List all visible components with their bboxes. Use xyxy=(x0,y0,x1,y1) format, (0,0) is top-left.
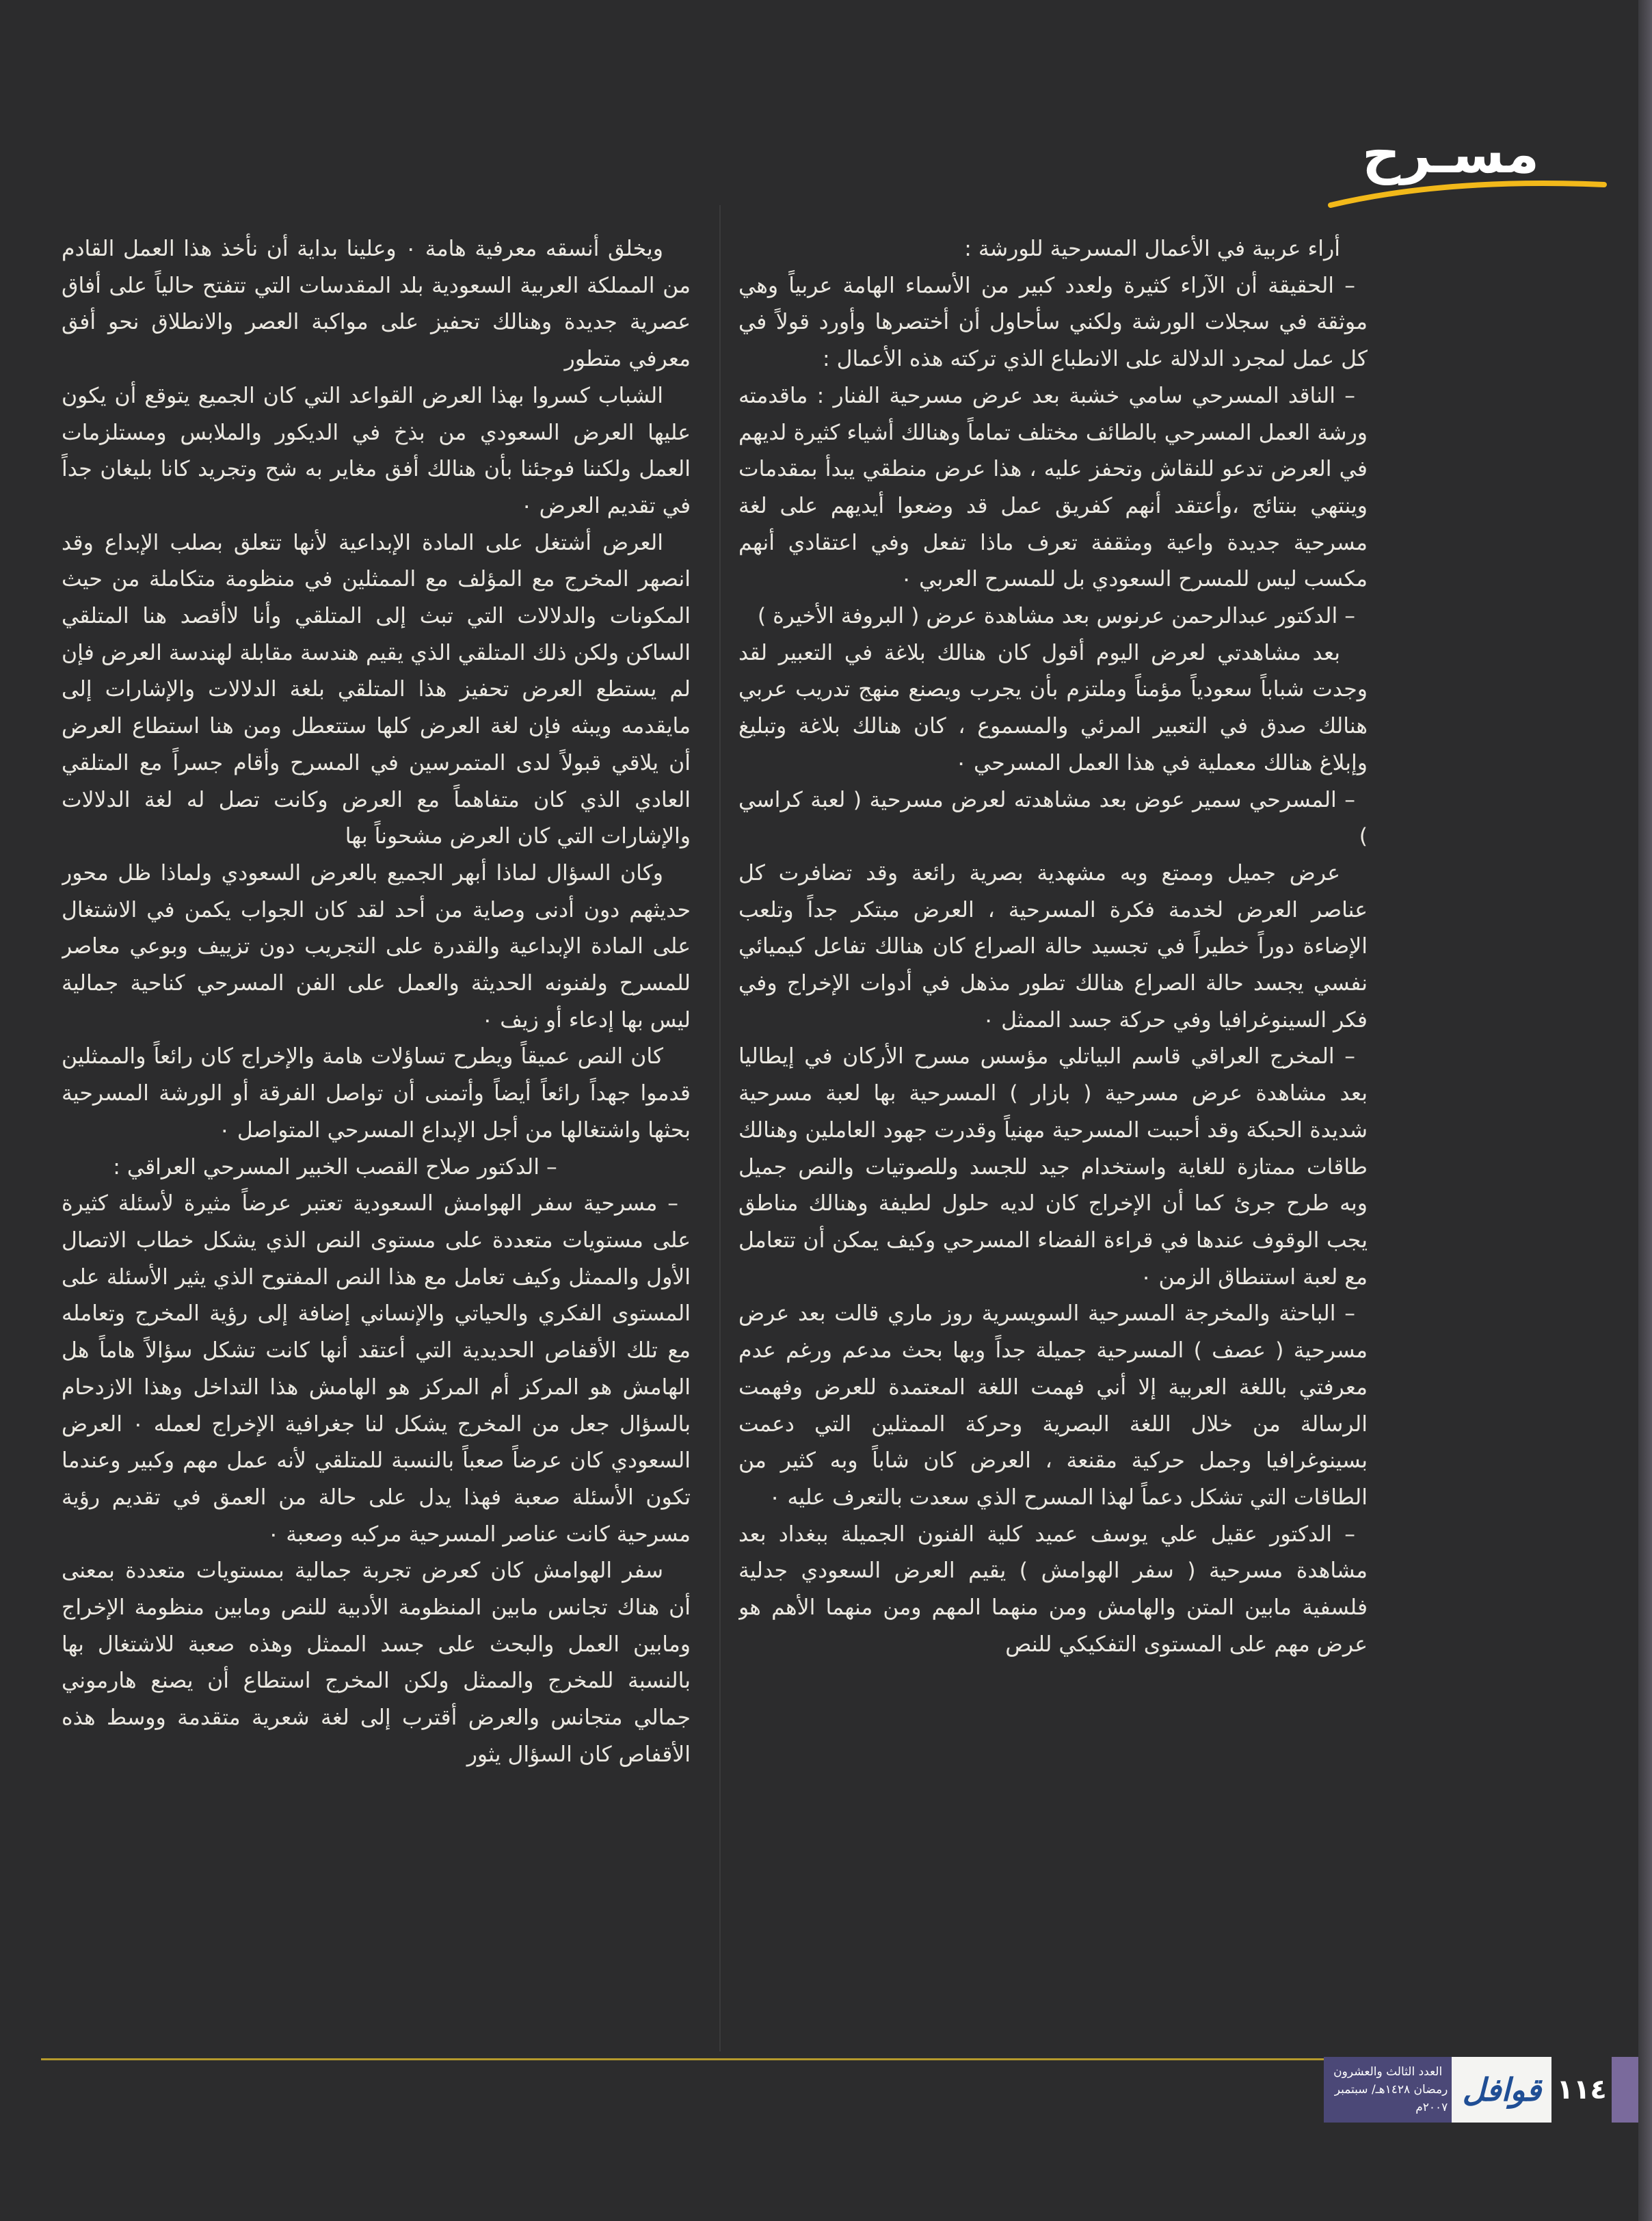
left-column xyxy=(62,231,691,1995)
paragraph: – الحقيقة أن الآراء كثيرة ولعدد كبير من الأسماء الهامة عربياً وهي موثقة في سجلات الورشة ولكني سأحاول أن أختصرها وأورد قولاً في كل عمل لمجرد الدلالة على الانطباع الذي تركته هذه الأعمال : xyxy=(738,273,1368,372)
paragraph: – الباحثة والمخرجة المسرحية السويسرية روز ماري قالت بعد عرض مسرحية ( عصف ) المسرحية جميلة جداً وبها بحث مدعم ورغم عدم معرفتي باللغة العربية إلا أني فهمت اللغة المعتمدة للعرض وفهمت الرسالة من خلال اللغة البصرية وحركة الممثلين التي دعمت بسينوغرافيا وجمل حركية مقنعة ، العرض كان شاباً وبه كثير من الطاقات التي تشكل دعماً لهذا المسرح الذي سعدت بالتعرف عليه ٠ xyxy=(738,1301,1368,1510)
paragraph: العرض أشتغل على المادة الإبداعية لأنها تتعلق بصلب الإبداع وقد انصهر المخرج مع المؤلف مع الممثلين في منظومة متكاملة من حيث المكونات والدلالات التي تبث إلى المتلقي وأنا لاأقصد هنا المتلقي الساكن ولكن ذلك المتلقي الذي يقيم هندسة مقابلة لهندسة العرض فإن لم يستطع العرض تحفيز هذا المتلقي بلغة الدلالات والإشارات إلى مايقدمه ويبثه فإن لغة العرض كلها ستتعطل ومن هنا استطاع العرض أن يلاقي قبولاً لدى المتمرسين في المسرح وأقام جسراً مع المتلقي العادي الذي كان متفاهماً مع العرض وكانت تصل له لغة الدلالات والإشارات التي كان العرض مشحوناً بها xyxy=(62,530,691,849)
issue-date: رمضان ١٤٢٨هـ/ سبتمبر ٢٠٠٧م xyxy=(1334,2083,1448,2114)
paragraph: كان النص عميقاً ويطرح تساؤلات هامة والإخراج كان رائعاً والممثلين قدموا جهداً رائعاً أيضاً وأتمنى أن تواصل الفرقة أو الورشة المسرحية بحثها واشتغالها من أجل الإبداع المسرحي المتواصل ٠ xyxy=(62,1044,691,1143)
paragraph: – الناقد المسرحي سامي خشبة بعد عرض مسرحية الفنار : ماقدمته ورشة العمل المسرحي بالطائف مختلف تماماً وهنالك أشياء كثيرة لديهم في العرض تدعو للنقاش وتحفز عليه ، هذا عرض منطقي يبدأ بمقدمات وينتهي بنتائج ،وأعتقد أنهم كفريق عمل قد وضعوا أيديهم على لغة مسرحية جديدة واعية ومثقفة تعرف ماذا تفعل وفي اعتقادي أنهم مكسب ليس للمسرح السعودي بل للمسرح العربي ٠ xyxy=(738,383,1368,592)
paragraph: – الدكتور عقيل علي يوسف عميد كلية الفنون الجميلة ببغداد بعد مشاهدة مسرحية ( سفر الهوامش ) يقيم العرض السعودي جدلية فلسفية مابين المتن والهامش ومن منهما المهم ومن منهما الأهم هو عرض مهم على المستوى التفكيكي للنص xyxy=(738,1521,1368,1657)
footer xyxy=(1324,2057,1638,2123)
magazine-logo: قوافل xyxy=(1452,2057,1551,2123)
paragraph: – المخرج العراقي قاسم البياتلي مؤسس مسرح الأركان في إيطاليا بعد مشاهدة عرض مسرحية ( بازار ) المسرحية بها لعبة مسرحية شديدة الحبكة وقد أحببت المسرحية مهنياً وقدرت جهود العاملين وهنالك طاقات ممتازة للغاية واستخدام جيد للجسد وللصوتيات والنص جميل وبه طرح جرئ كما أن الإخراج كان لديه حلول لطيفة وهنالك مناطق يجب الوقوف عندها في قراءة الفضاء المسرحي وكيف يمكن أن تتعامل مع لعبة استنطاق الزمن ٠ xyxy=(738,1044,1368,1290)
paragraph: – الدكتور صلاح القصب الخبير المسرحي العراقي : xyxy=(113,1154,557,1180)
footer-rule xyxy=(41,2058,1327,2060)
paragraph: ويخلق أنسقه معرفية هامة ٠ وعلينا بداية أن نأخذ هذا العمل القادم من المملكة العربية السعودية بلد المقدسات التي تتفتح حالياً على أفاق عصرية جديدة وهنالك تحفيز على مواكبة العصر والانطلاق نحو أفق معرفي متطور xyxy=(62,237,691,372)
issue-info xyxy=(1324,2057,1452,2123)
paragraph: – الدكتور عبدالرحمن عرنوس بعد مشاهدة عرض ( البروفة الأخيرة ) xyxy=(757,604,1355,629)
paragraph: الشباب كسروا بهذا العرض القواعد التي كان الجميع يتوقع أن يكون عليها العرض السعودي من بذخ في الديكور والملابس ومستلزمات العمل ولكننا فوجئنا بأن هنالك أفق مغاير به شح وتجريد كانا بليغان جداً في تقديم العرض ٠ xyxy=(62,383,691,518)
right-column xyxy=(738,231,1368,1995)
paragraph: – مسرحية سفر الهوامش السعودية تعتبر عرضاً مثيرة لأسئلة كثيرة على مستويات متعددة على مستوى النص الذي يشكل خطاب الاتصال الأول والممثل وكيف تعامل مع هذا النص المفتوح الذي يثير الأسئلة على المستوى الفكري والحياتي والإنساني إضافة إلى رؤية المخرج وتعامله مع تلك الأقفاص الحديدية التي أعتقد أنها كانت تشكل سؤالاً هاماً هل الهامش هو المركز أم المركز هو الهامش هذا التداخل وهذا الازدحام بالسؤال جعل من المخرج يشكل لنا جغرافية الإخراج لعمله ٠ العرض السعودي كان عرضاً صعباً بالنسبة للمتلقي لأنه عمل مهم وكبير وعندما تكون الأسئلة صعبة فهذا يدل على حالة من العمق في تقديم رؤية مسرحية كانت عناصر المسرحية مركبه وصعبة ٠ xyxy=(62,1191,691,1547)
paragraph: – المسرحي سمير عوض بعد مشاهدته لعرض مسرحية ( لعبة كراسي ) xyxy=(738,787,1368,849)
title-swoosh xyxy=(1324,171,1611,212)
paragraph: سفر الهوامش كان كعرض تجربة جمالية بمستويات متعددة بمعنى أن هناك تجانس مابين المنظومة الأدبية للنص ومابين منظومة الإخراج ومابين العمل والبحث على جسد الممثل وهذه صعبة للاشتغال بها بالنسبة للمخرج والممثل ولكن المخرج استطاع أن يصنع هارموني جمالي متجانس والعرض أقترب إلى لغة شعرية متقدمة ووسط هذه الأقفاص كان السؤال يثور xyxy=(62,1558,691,1767)
section-title: مسـرح xyxy=(1361,124,1539,185)
issue-number: العدد الثالث والعشرون xyxy=(1333,2065,1443,2079)
page-tab xyxy=(1612,2057,1638,2123)
paragraph: عرض جميل وممتع وبه مشهدية بصرية رائعة وقد تضافرت كل عناصر العرض لخدمة فكرة المسرحية ، العرض مبتكر جداً وتلعب الإضاءة دوراً خطيراً في تجسيد حالة الصراع كان هنالك تفاعل كيميائي نفسي يجسد حالة الصراع هنالك تطور مذهل في أدوات الإخراج وفي فكر السينوغرافيا وفي حركة جسد الممثل ٠ xyxy=(738,860,1368,1033)
paragraph: بعد مشاهدتي لعرض اليوم أقول كان هنالك بلاغة في التعبير لقد وجدت شباباً سعودياً مؤمناً وملتزم بأن يجرب ويصنع منهج تدريب عربي هنالك صدق في التعبير المرئي والمسموع ، كان هنالك بلاغة وتبليغ وإبلاغ هنالك معملية في هذا العمل المسرحي ٠ xyxy=(738,640,1368,775)
paragraph: أراء عربية في الأعمال المسرحية للورشة : xyxy=(964,237,1340,261)
paragraph: وكان السؤال لماذا أبهر الجميع بالعرض السعودي ولماذا ظل محور حديثهم دون أدنى وصاية من أحد لقد كان الجواب يكمن في الاشتغال على المادة الإبداعية والقدرة على التجريب دون تزييف وبوعي معاصر للمسرح ولفنونه الحديثة والعمل على الفن المسرحي كناحية جمالية ليس بها إدعاء أو زيف ٠ xyxy=(62,860,691,1033)
page-number: ١١٤ xyxy=(1551,2057,1612,2123)
